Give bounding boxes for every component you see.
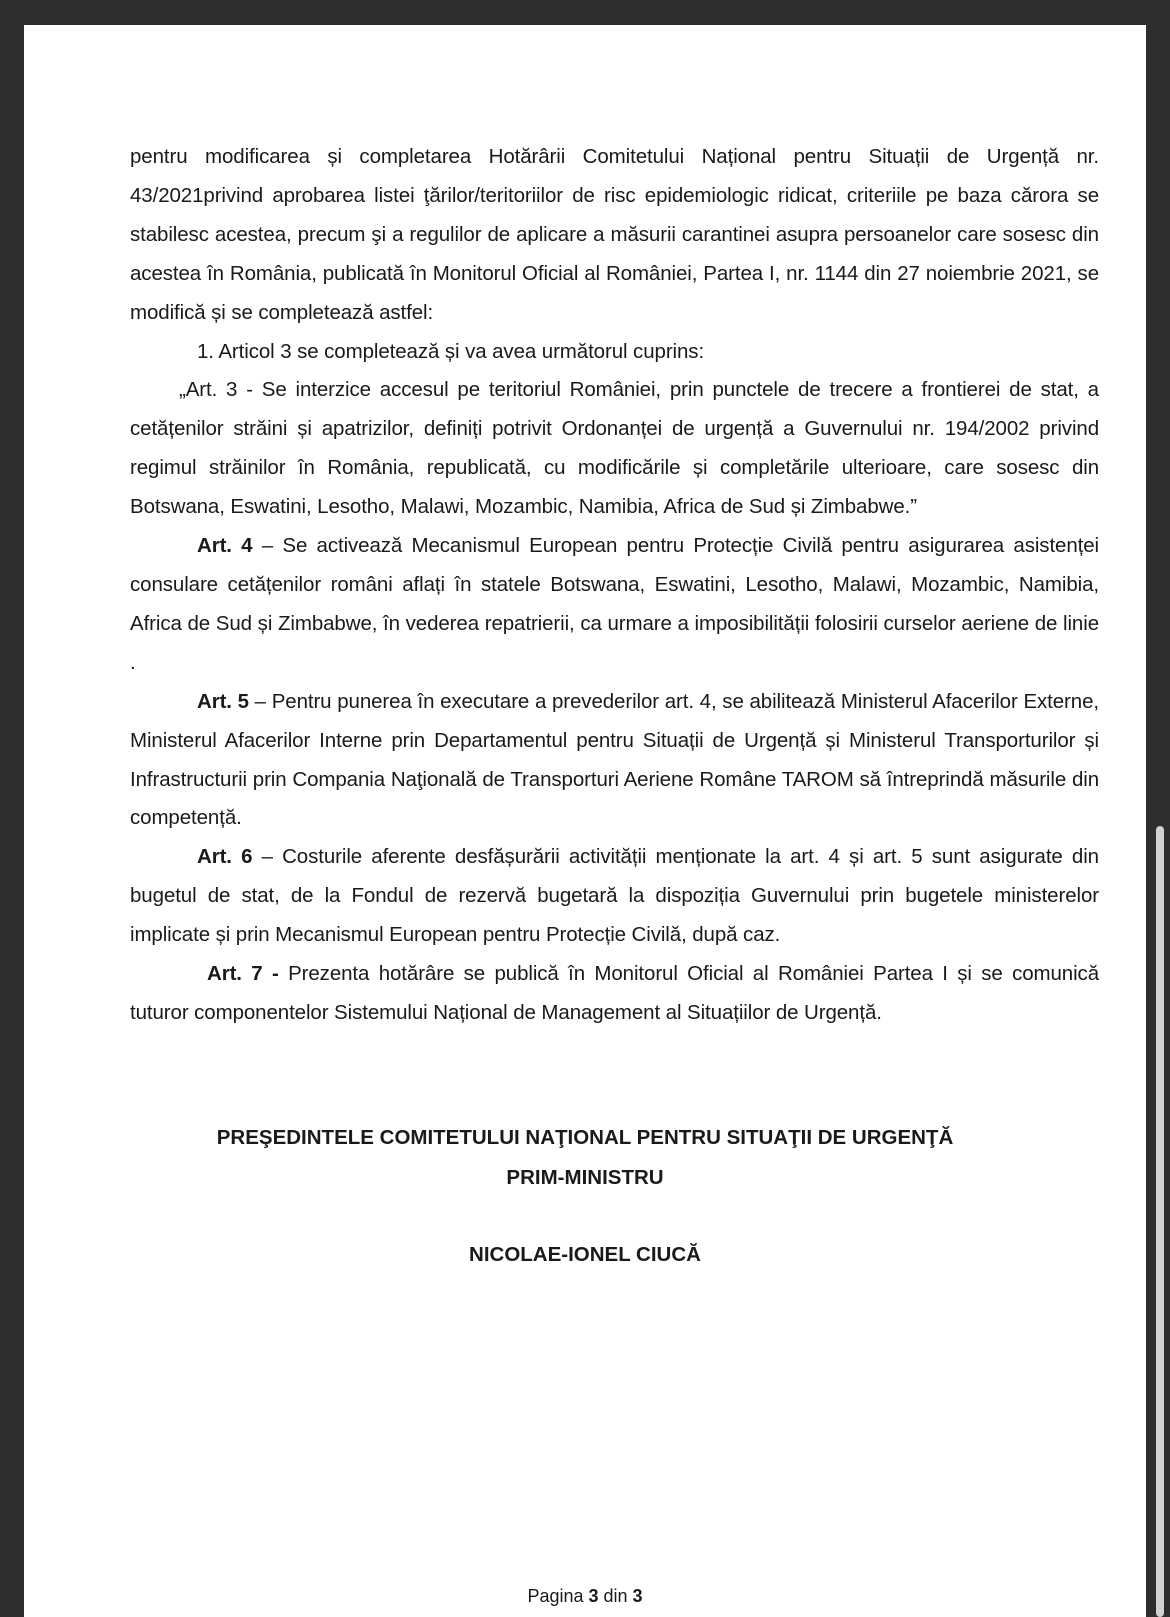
signature-title-line1: PREŞEDINTELE COMITETULUI NAŢIONAL PENTRU SITUAŢII DE URGENŢĂ (216, 1126, 954, 1149)
signature-name: NICOLAE-IONEL CIUCĂ (469, 1243, 701, 1266)
page-prefix: Pagina (527, 1586, 589, 1606)
art4-paragraph (130, 527, 1099, 683)
intro-paragraph: pentru modificarea și completarea Hotărârii Comitetului Național pentru Situații de Urgență nr. 43/2021privind aprobarea listei ţărilor/teritoriilor de risc epidemiologic ridicat, criteriile pe baza cărora se stabilesc acestea, precum şi a regulilor de aplicare a măsurii carantinei asupra persoanelor care sosesc din acestea în România, publicată în Monitorul Oficial al României, Partea I, nr. 1144 din 27 noiembrie 2021, se modifică și se completează astfel: (130, 145, 1099, 324)
art5-label: Art. 5 (197, 689, 249, 713)
art6-paragraph (130, 838, 1099, 955)
art4-label: Art. 4 (197, 534, 253, 558)
page-footer (24, 1586, 1146, 1607)
art5-text: – Pentru punerea în executare a prevederilor art. 4, se abilitează Ministerul Afacerilor Externe, Ministerul Afacerilor Interne prin Departamentul pentru Situații de Urgență și Ministerul Transporturilor și Infrastructurii prin Compania Naţională de Transporturi Aeriene Române TAROM să întreprindă măsurile din competență. (130, 689, 1099, 830)
art4-text: – Se activează Mecanismul European pentru Protecție Civilă pentru asigurarea asistenței consulare cetățenilor români aflați în statele Botswana, Eswatini, Lesotho, Malawi, Mozambic, Namibia, Africa de Sud și Zimbabwe, în vederea repatrierii, ca urmare a imposibilității folosirii curselor aeriene de linie . (130, 534, 1099, 674)
document-body (130, 138, 1099, 1033)
page-middle: din (598, 1586, 633, 1606)
art3-quote-paragraph: „Art. 3 - Se interzice accesul pe teritoriul României, prin punctele de trecere a frontierei de stat, a cetățenilor străini și apatrizilor, definiți potrivit Ordonanței de urgență a Guvernului nr. 194/2002 privind regimul străinilor în România, republicată, cu modificările și completările ulterioare, care sosesc din Botswana, Eswatini, Lesotho, Malawi, Mozambic, Namibia, Africa de Sud și Zimbabwe.” (130, 378, 1099, 519)
page-current: 3 (588, 1586, 599, 1606)
page-total: 3 (632, 1586, 643, 1606)
art6-label: Art. 6 (197, 845, 253, 869)
document-page (24, 25, 1146, 1617)
art7-text: Prezenta hotărâre se publică în Monitorul Oficial al României Partea I și se comunică tuturor componentelor Sistemului Național de Management al Situațiilor de Urgență. (130, 962, 1100, 1024)
art5-paragraph (130, 683, 1099, 839)
art7-paragraph (130, 955, 1099, 1033)
art7-label: Art. 7 - (207, 962, 279, 986)
item-1: 1. Articol 3 se completează și va avea următorul cuprins: (197, 339, 705, 363)
art6-text: – Costurile aferente desfășurării activității menționate la art. 4 și art. 5 sunt asigurate din bugetul de stat, de la Fondul de rezervă bugetară la dispoziția Guvernului prin bugetele ministerelor implicate și prin Mecanismul European pentru Protecție Civilă, după caz. (130, 845, 1099, 947)
scrollbar-thumb[interactable] (1156, 826, 1164, 1617)
signature-title-line2: PRIM-MINISTRU (506, 1166, 664, 1189)
